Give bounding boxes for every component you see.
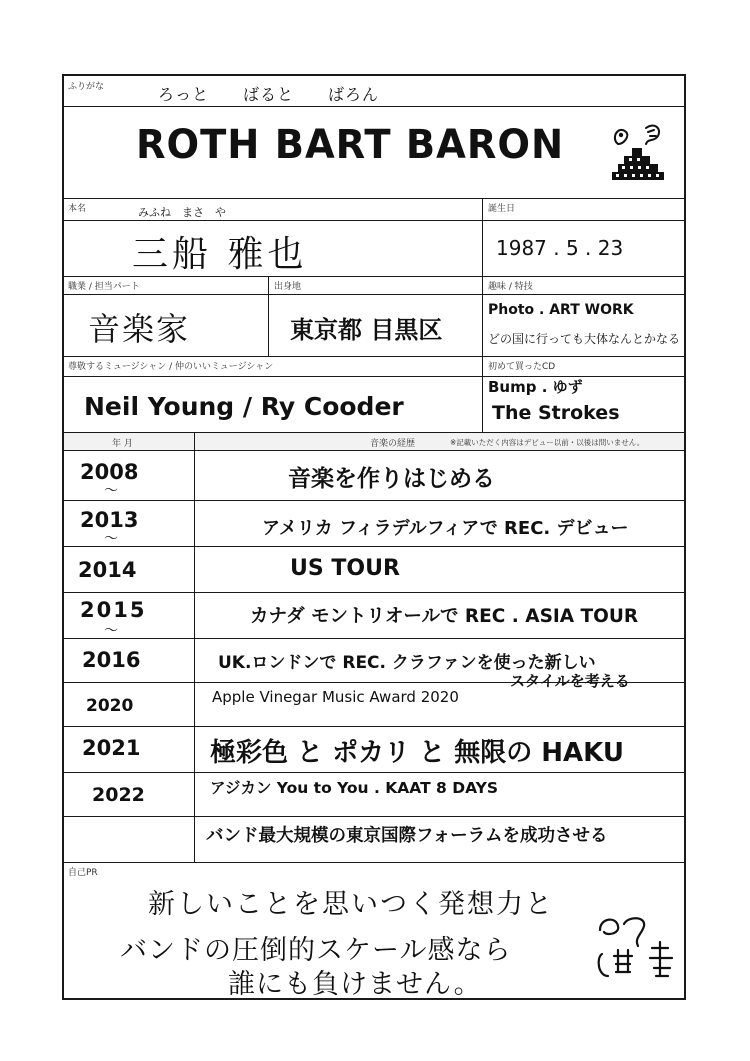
occupation-label: 職業 / 担当パート: [68, 282, 140, 292]
history-tilde: 〜: [104, 483, 118, 499]
history-year: 2016: [82, 648, 141, 672]
history-text: Apple Vinegar Music Award 2020: [212, 688, 459, 706]
birthplace-label: 出身地: [274, 282, 302, 292]
divider: [64, 726, 684, 727]
divider: [64, 198, 684, 199]
real-name-value: 三船 雅也: [132, 234, 308, 275]
first-cd-line-2: The Strokes: [492, 402, 620, 424]
divider: [64, 220, 684, 221]
history-text: バンド最大規模の東京国際フォーラムを成功させる: [206, 826, 608, 846]
history-year: 2021: [82, 736, 141, 760]
hobby-line-1: Photo . ART WORK: [488, 302, 634, 318]
history-text-continued: スタイルを考える: [510, 672, 630, 690]
doodle-icon: [602, 118, 672, 188]
furigana-value: ろっと ばると ばろん: [158, 85, 380, 104]
self-pr-line-2: バンドの圧倒的スケール感なら: [120, 935, 512, 966]
divider: [64, 772, 684, 773]
divider: [64, 106, 684, 107]
furigana-label: ふりがな: [68, 82, 105, 92]
divider: [268, 276, 269, 356]
self-pr-label: 自己PR: [68, 868, 98, 878]
birthplace-value: 東京都 目黒区: [290, 316, 443, 344]
self-pr-line-1: 新しいことを思いつく発想力と: [148, 889, 554, 920]
history-label: 音楽の経歴: [370, 439, 416, 449]
birthday-value: 1987 . 5 . 23: [496, 236, 624, 260]
history-text: カナダ モントリオールで REC . ASIA TOUR: [250, 606, 639, 627]
history-year: 2015: [80, 598, 147, 622]
divider: [194, 432, 195, 862]
divider: [64, 546, 684, 547]
divider: [64, 592, 684, 593]
history-text: UK.ロンドンで REC. クラファンを使った新しい: [218, 653, 596, 673]
history-year: 2008: [80, 460, 139, 484]
history-year: 2013: [80, 508, 139, 532]
divider: [64, 450, 684, 451]
year-month-label: 年 月: [112, 439, 133, 449]
real-name-furigana: みふね まさ や: [138, 206, 226, 219]
history-year: 2022: [92, 784, 145, 806]
history-year: 2020: [86, 696, 134, 716]
artist-name: ROTH BART BARON: [136, 122, 565, 168]
first-cd-label: 初めて買ったCD: [488, 362, 556, 372]
divider: [64, 294, 684, 295]
self-pr-line-3: 誰にも負けません。: [228, 969, 482, 1000]
profile-sheet: [62, 74, 686, 1000]
occupation-value: 音楽家: [88, 310, 191, 348]
respected-value: Neil Young / Ry Cooder: [84, 392, 404, 421]
history-tilde: 〜: [104, 623, 118, 639]
divider: [482, 356, 483, 432]
divider: [482, 198, 483, 276]
real-name-label: 本名: [68, 204, 87, 214]
history-text: 極彩色 と ポカリ と 無限の HAKU: [210, 738, 624, 768]
divider: [64, 638, 684, 639]
divider: [64, 500, 684, 501]
divider: [64, 816, 684, 817]
divider: [64, 376, 684, 377]
history-text: アメリカ フィラデルフィアで REC. デビュー: [262, 518, 629, 539]
respected-label: 尊敬するミュージシャン / 仲のいいミュージシャン: [68, 362, 274, 372]
birthday-label: 誕生日: [488, 204, 516, 214]
hobby-label: 趣味 / 特技: [488, 282, 533, 292]
first-cd-line-1: Bump . ゆず: [488, 378, 583, 396]
divider: [482, 276, 483, 356]
history-year: 2014: [78, 558, 137, 582]
history-text: US TOUR: [290, 556, 400, 581]
history-tilde: 〜: [104, 531, 118, 547]
history-text: 音楽を作りはじめる: [288, 466, 495, 492]
hobby-line-2: どの国に行っても大体なんとかなる: [488, 332, 681, 346]
history-text: アジカン You to You . KAAT 8 DAYS: [210, 779, 498, 797]
history-note: ※記載いただく内容はデビュー以前・以後は問いません。: [450, 438, 645, 447]
divider: [64, 862, 684, 863]
signature-doodle-icon: [594, 912, 686, 982]
divider: [64, 356, 684, 357]
